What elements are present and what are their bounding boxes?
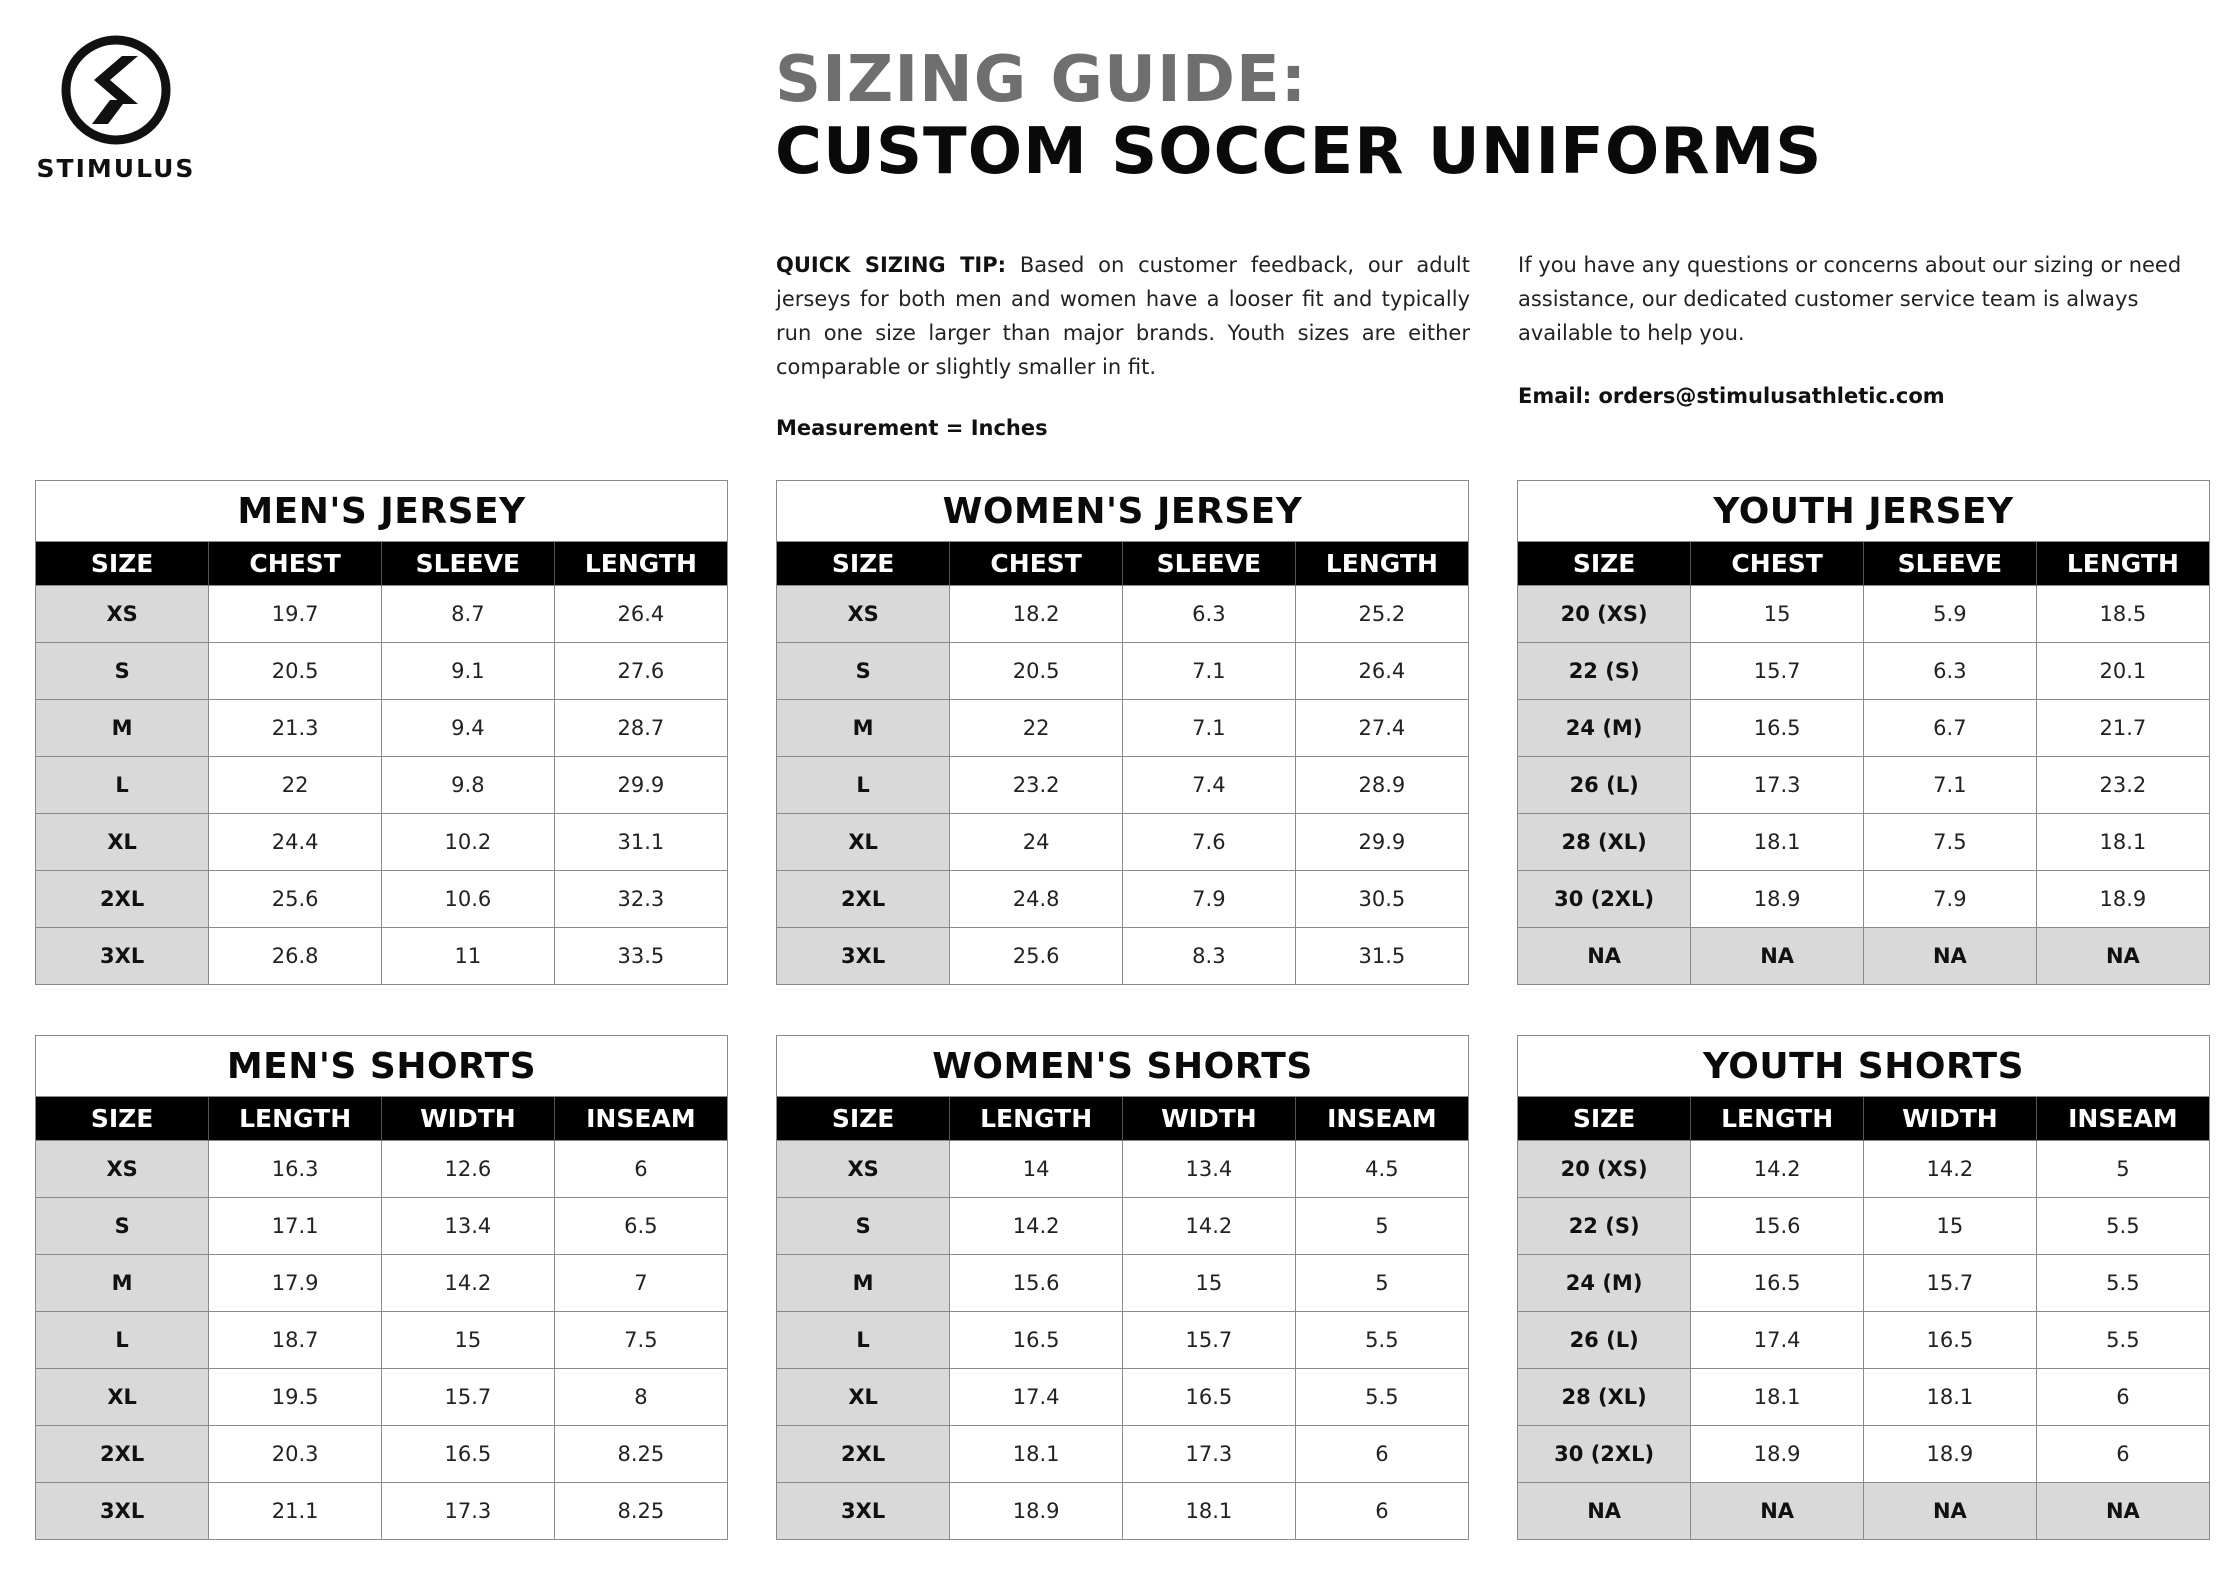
column-header: CHEST	[950, 542, 1123, 586]
table-row	[777, 586, 1468, 643]
table-row	[1518, 757, 2209, 814]
column-header: CHEST	[209, 542, 382, 586]
value-cell: 14	[950, 1141, 1123, 1198]
size-cell: 20 (XS)	[1518, 1141, 1691, 1198]
column-header: LENGTH	[1295, 542, 1468, 586]
value-cell: 17.3	[1691, 757, 1864, 814]
table-row	[777, 1426, 1468, 1483]
table-row	[777, 1312, 1468, 1369]
value-cell: 15	[382, 1312, 555, 1369]
brand-logo	[36, 34, 196, 183]
size-cell: 22 (S)	[1518, 643, 1691, 700]
size-cell: XL	[777, 814, 950, 871]
size-cell: XS	[777, 586, 950, 643]
value-cell: 18.1	[2036, 814, 2209, 871]
value-cell: 5	[1295, 1255, 1468, 1312]
size-cell: M	[36, 1255, 209, 1312]
value-cell: 15	[1691, 586, 1864, 643]
sizing-tip	[776, 248, 1470, 384]
value-cell: 5.5	[2036, 1255, 2209, 1312]
value-cell: 16.5	[1123, 1369, 1296, 1426]
size-cell: 30 (2XL)	[1518, 871, 1691, 928]
table-row	[1518, 1198, 2209, 1255]
value-cell: 5	[1295, 1198, 1468, 1255]
size-cell: 3XL	[777, 928, 950, 985]
value-cell: 13.4	[1123, 1141, 1296, 1198]
size-table	[1518, 542, 2209, 984]
size-cell: 3XL	[36, 1483, 209, 1540]
value-cell: 16.5	[950, 1312, 1123, 1369]
value-cell: 17.4	[950, 1369, 1123, 1426]
size-cell: 2XL	[36, 1426, 209, 1483]
column-header: SIZE	[777, 542, 950, 586]
value-cell: 6	[554, 1141, 727, 1198]
size-table	[36, 542, 727, 984]
contact-text: If you have any questions or concerns about our sizing or need assistance, our dedicated customer service team is always available to help you.	[1518, 253, 2182, 345]
value-cell: 16.5	[1691, 700, 1864, 757]
table-row	[1518, 1426, 2209, 1483]
size-table	[777, 542, 1468, 984]
value-cell: 19.7	[209, 586, 382, 643]
size-cell: NA	[1518, 928, 1691, 985]
table-header-row	[36, 1097, 727, 1141]
value-cell: 18.9	[1691, 871, 1864, 928]
size-cell: L	[777, 1312, 950, 1369]
value-cell: 18.1	[1691, 814, 1864, 871]
value-cell: 20.5	[209, 643, 382, 700]
value-cell: 29.9	[554, 757, 727, 814]
table-row	[1518, 586, 2209, 643]
column-header: CHEST	[1691, 542, 1864, 586]
table-row	[777, 1369, 1468, 1426]
table-row	[777, 643, 1468, 700]
value-cell: 15	[1123, 1255, 1296, 1312]
value-cell: 14.2	[1123, 1198, 1296, 1255]
value-cell: 33.5	[554, 928, 727, 985]
size-cell: XL	[36, 814, 209, 871]
value-cell: 27.4	[1295, 700, 1468, 757]
table-row	[777, 1255, 1468, 1312]
size-table-youth-jersey	[1517, 480, 2210, 985]
value-cell: 14.2	[1864, 1141, 2037, 1198]
table-row	[1518, 1483, 2209, 1540]
value-cell: 21.3	[209, 700, 382, 757]
value-cell: 14.2	[950, 1198, 1123, 1255]
table-row	[36, 1198, 727, 1255]
size-cell: M	[777, 700, 950, 757]
value-cell: 19.5	[209, 1369, 382, 1426]
size-cell: 3XL	[36, 928, 209, 985]
value-cell: 14.2	[382, 1255, 555, 1312]
size-table-womens-jersey	[776, 480, 1469, 985]
value-cell: 25.6	[950, 928, 1123, 985]
value-cell: 23.2	[950, 757, 1123, 814]
size-table-mens-shorts	[35, 1035, 728, 1540]
size-cell: M	[777, 1255, 950, 1312]
size-cell: XS	[36, 1141, 209, 1198]
column-header: LENGTH	[2036, 542, 2209, 586]
column-header: LENGTH	[554, 542, 727, 586]
column-header: INSEAM	[2036, 1097, 2209, 1141]
column-header: SIZE	[1518, 1097, 1691, 1141]
value-cell: 17.3	[382, 1483, 555, 1540]
value-cell: 6	[1295, 1483, 1468, 1540]
value-cell: 18.9	[950, 1483, 1123, 1540]
size-table-youth-shorts	[1517, 1035, 2210, 1540]
size-cell: XL	[777, 1369, 950, 1426]
table-header-row	[777, 1097, 1468, 1141]
table-row	[36, 700, 727, 757]
column-header: SLEEVE	[382, 542, 555, 586]
value-cell: 21.7	[2036, 700, 2209, 757]
size-cell: 22 (S)	[1518, 1198, 1691, 1255]
size-cell: S	[777, 643, 950, 700]
value-cell: 8.3	[1123, 928, 1296, 985]
column-header: SIZE	[36, 1097, 209, 1141]
table-row	[1518, 814, 2209, 871]
value-cell: 16.3	[209, 1141, 382, 1198]
measurement-note: Measurement = Inches	[776, 416, 1048, 440]
value-cell: 10.2	[382, 814, 555, 871]
value-cell: 24.8	[950, 871, 1123, 928]
column-header: WIDTH	[1123, 1097, 1296, 1141]
size-cell: L	[36, 757, 209, 814]
table-row	[1518, 1369, 2209, 1426]
value-cell: 18.1	[1691, 1369, 1864, 1426]
value-cell: 15.7	[1123, 1312, 1296, 1369]
table-row	[777, 700, 1468, 757]
value-cell: 18.7	[209, 1312, 382, 1369]
table-row	[1518, 643, 2209, 700]
value-cell: 18.1	[1864, 1369, 2037, 1426]
value-cell: 17.1	[209, 1198, 382, 1255]
size-cell: 2XL	[36, 871, 209, 928]
value-cell: 6.3	[1123, 586, 1296, 643]
value-cell: 18.1	[950, 1426, 1123, 1483]
column-header: INSEAM	[1295, 1097, 1468, 1141]
size-table-womens-shorts	[776, 1035, 1469, 1540]
table-row	[1518, 928, 2209, 985]
column-header: WIDTH	[1864, 1097, 2037, 1141]
table-row	[777, 814, 1468, 871]
size-cell: 20 (XS)	[1518, 586, 1691, 643]
value-cell: 8	[554, 1369, 727, 1426]
title-line-2: CUSTOM SOCCER UNIFORMS	[775, 115, 1823, 189]
table-row	[777, 871, 1468, 928]
column-header: SIZE	[1518, 542, 1691, 586]
value-cell: 7.5	[1864, 814, 2037, 871]
value-cell: 9.1	[382, 643, 555, 700]
value-cell: 11	[382, 928, 555, 985]
table-row	[36, 814, 727, 871]
table-row	[777, 1198, 1468, 1255]
value-cell: 31.5	[1295, 928, 1468, 985]
value-cell: 6.5	[554, 1198, 727, 1255]
size-cell: 26 (L)	[1518, 1312, 1691, 1369]
value-cell: 22	[209, 757, 382, 814]
size-cell: XS	[36, 586, 209, 643]
column-header: LENGTH	[1691, 1097, 1864, 1141]
size-cell: 28 (XL)	[1518, 1369, 1691, 1426]
size-cell: 2XL	[777, 871, 950, 928]
table-row	[36, 1312, 727, 1369]
value-cell: NA	[2036, 928, 2209, 985]
value-cell: 18.9	[1864, 1426, 2037, 1483]
value-cell: 24.4	[209, 814, 382, 871]
value-cell: 28.9	[1295, 757, 1468, 814]
value-cell: 15.7	[1864, 1255, 2037, 1312]
value-cell: 23.2	[2036, 757, 2209, 814]
value-cell: 7	[554, 1255, 727, 1312]
value-cell: 26.4	[1295, 643, 1468, 700]
value-cell: 14.2	[1691, 1141, 1864, 1198]
value-cell: 6.7	[1864, 700, 2037, 757]
value-cell: 5.5	[1295, 1369, 1468, 1426]
value-cell: 5.5	[2036, 1312, 2209, 1369]
value-cell: 6	[2036, 1426, 2209, 1483]
size-cell: L	[36, 1312, 209, 1369]
value-cell: 7.9	[1864, 871, 2037, 928]
value-cell: 18.2	[950, 586, 1123, 643]
value-cell: NA	[1691, 1483, 1864, 1540]
value-cell: 18.1	[1123, 1483, 1296, 1540]
sizing-tip-text: Based on customer feedback, our adult jerseys for both men and women have a looser fit and typically run one size larger than major brands. Youth sizes are either comparable or slightly smaller in fit.	[776, 253, 1471, 379]
value-cell: 8.25	[554, 1426, 727, 1483]
value-cell: 15.7	[382, 1369, 555, 1426]
table-title: WOMEN'S JERSEY	[777, 481, 1468, 542]
size-cell: S	[36, 1198, 209, 1255]
value-cell: 16.5	[1691, 1255, 1864, 1312]
value-cell: 26.8	[209, 928, 382, 985]
value-cell: 7.1	[1123, 643, 1296, 700]
value-cell: 26.4	[554, 586, 727, 643]
value-cell: 25.2	[1295, 586, 1468, 643]
size-cell: 28 (XL)	[1518, 814, 1691, 871]
table-row	[36, 586, 727, 643]
table-row	[36, 928, 727, 985]
table-title: MEN'S SHORTS	[36, 1036, 727, 1097]
value-cell: 28.7	[554, 700, 727, 757]
size-table	[36, 1097, 727, 1539]
value-cell: 13.4	[382, 1198, 555, 1255]
table-row	[777, 928, 1468, 985]
value-cell: 20.1	[2036, 643, 2209, 700]
table-title: YOUTH SHORTS	[1518, 1036, 2209, 1097]
size-cell: 3XL	[777, 1483, 950, 1540]
table-row	[36, 643, 727, 700]
value-cell: 25.6	[209, 871, 382, 928]
table-row	[36, 871, 727, 928]
size-table	[1518, 1097, 2209, 1539]
table-row	[36, 1255, 727, 1312]
column-header: SIZE	[36, 542, 209, 586]
size-cell: 26 (L)	[1518, 757, 1691, 814]
value-cell: 22	[950, 700, 1123, 757]
value-cell: 7.4	[1123, 757, 1296, 814]
table-row	[36, 1426, 727, 1483]
table-header-row	[777, 542, 1468, 586]
value-cell: 30.5	[1295, 871, 1468, 928]
table-header-row	[1518, 542, 2209, 586]
value-cell: 8.7	[382, 586, 555, 643]
value-cell: NA	[1691, 928, 1864, 985]
value-cell: 5.5	[1295, 1312, 1468, 1369]
value-cell: 15.7	[1691, 643, 1864, 700]
value-cell: 21.1	[209, 1483, 382, 1540]
table-title: YOUTH JERSEY	[1518, 481, 2209, 542]
value-cell: 10.6	[382, 871, 555, 928]
value-cell: 9.8	[382, 757, 555, 814]
value-cell: 5.5	[2036, 1198, 2209, 1255]
column-header: SIZE	[777, 1097, 950, 1141]
value-cell: 31.1	[554, 814, 727, 871]
value-cell: 18.9	[1691, 1426, 1864, 1483]
value-cell: 7.1	[1123, 700, 1296, 757]
table-row	[1518, 1255, 2209, 1312]
table-title: MEN'S JERSEY	[36, 481, 727, 542]
table-row	[36, 1369, 727, 1426]
value-cell: 15.6	[950, 1255, 1123, 1312]
brand-name: STIMULUS	[36, 154, 196, 183]
column-header: INSEAM	[554, 1097, 727, 1141]
table-row	[36, 1483, 727, 1540]
size-cell: XL	[36, 1369, 209, 1426]
value-cell: 17.9	[209, 1255, 382, 1312]
value-cell: 17.3	[1123, 1426, 1296, 1483]
value-cell: 27.6	[554, 643, 727, 700]
size-cell: L	[777, 757, 950, 814]
size-table-mens-jersey	[35, 480, 728, 985]
value-cell: 18.5	[2036, 586, 2209, 643]
value-cell: 29.9	[1295, 814, 1468, 871]
value-cell: 16.5	[1864, 1312, 2037, 1369]
value-cell: 5	[2036, 1141, 2209, 1198]
size-cell: M	[36, 700, 209, 757]
value-cell: 5.9	[1864, 586, 2037, 643]
value-cell: NA	[2036, 1483, 2209, 1540]
value-cell: 9.4	[382, 700, 555, 757]
table-row	[1518, 1312, 2209, 1369]
value-cell: 20.3	[209, 1426, 382, 1483]
value-cell: 18.9	[2036, 871, 2209, 928]
value-cell: 17.4	[1691, 1312, 1864, 1369]
column-header: SLEEVE	[1123, 542, 1296, 586]
table-row	[1518, 1141, 2209, 1198]
column-header: WIDTH	[382, 1097, 555, 1141]
size-cell: XS	[777, 1141, 950, 1198]
column-header: LENGTH	[950, 1097, 1123, 1141]
table-header-row	[1518, 1097, 2209, 1141]
title-line-1: SIZING GUIDE:	[775, 43, 1308, 117]
value-cell: 6	[2036, 1369, 2209, 1426]
value-cell: 7.6	[1123, 814, 1296, 871]
value-cell: 6	[1295, 1426, 1468, 1483]
size-cell: 24 (M)	[1518, 1255, 1691, 1312]
table-row	[1518, 700, 2209, 757]
stimulus-s-logo-icon	[60, 34, 172, 146]
page-title	[775, 44, 1822, 188]
size-cell: S	[777, 1198, 950, 1255]
table-row	[777, 1483, 1468, 1540]
value-cell: 15	[1864, 1198, 2037, 1255]
value-cell: 16.5	[382, 1426, 555, 1483]
sizing-tip-label: QUICK SIZING TIP:	[776, 253, 1007, 277]
value-cell: 8.25	[554, 1483, 727, 1540]
table-row	[1518, 871, 2209, 928]
value-cell: 7.1	[1864, 757, 2037, 814]
table-header-row	[36, 542, 727, 586]
value-cell: 7.5	[554, 1312, 727, 1369]
size-cell: 30 (2XL)	[1518, 1426, 1691, 1483]
value-cell: 4.5	[1295, 1141, 1468, 1198]
size-table	[777, 1097, 1468, 1539]
value-cell: 20.5	[950, 643, 1123, 700]
value-cell: NA	[1864, 1483, 2037, 1540]
table-title: WOMEN'S SHORTS	[777, 1036, 1468, 1097]
contact-email[interactable]: Email: orders@stimulusathletic.com	[1518, 384, 1945, 408]
column-header: LENGTH	[209, 1097, 382, 1141]
value-cell: 32.3	[554, 871, 727, 928]
size-cell: 24 (M)	[1518, 700, 1691, 757]
column-header: SLEEVE	[1864, 542, 2037, 586]
value-cell: NA	[1864, 928, 2037, 985]
table-row	[36, 1141, 727, 1198]
value-cell: 6.3	[1864, 643, 2037, 700]
size-cell: S	[36, 643, 209, 700]
table-row	[777, 757, 1468, 814]
value-cell: 7.9	[1123, 871, 1296, 928]
size-cell: NA	[1518, 1483, 1691, 1540]
size-cell: 2XL	[777, 1426, 950, 1483]
value-cell: 15.6	[1691, 1198, 1864, 1255]
table-row	[777, 1141, 1468, 1198]
value-cell: 24	[950, 814, 1123, 871]
value-cell: 12.6	[382, 1141, 555, 1198]
table-row	[36, 757, 727, 814]
